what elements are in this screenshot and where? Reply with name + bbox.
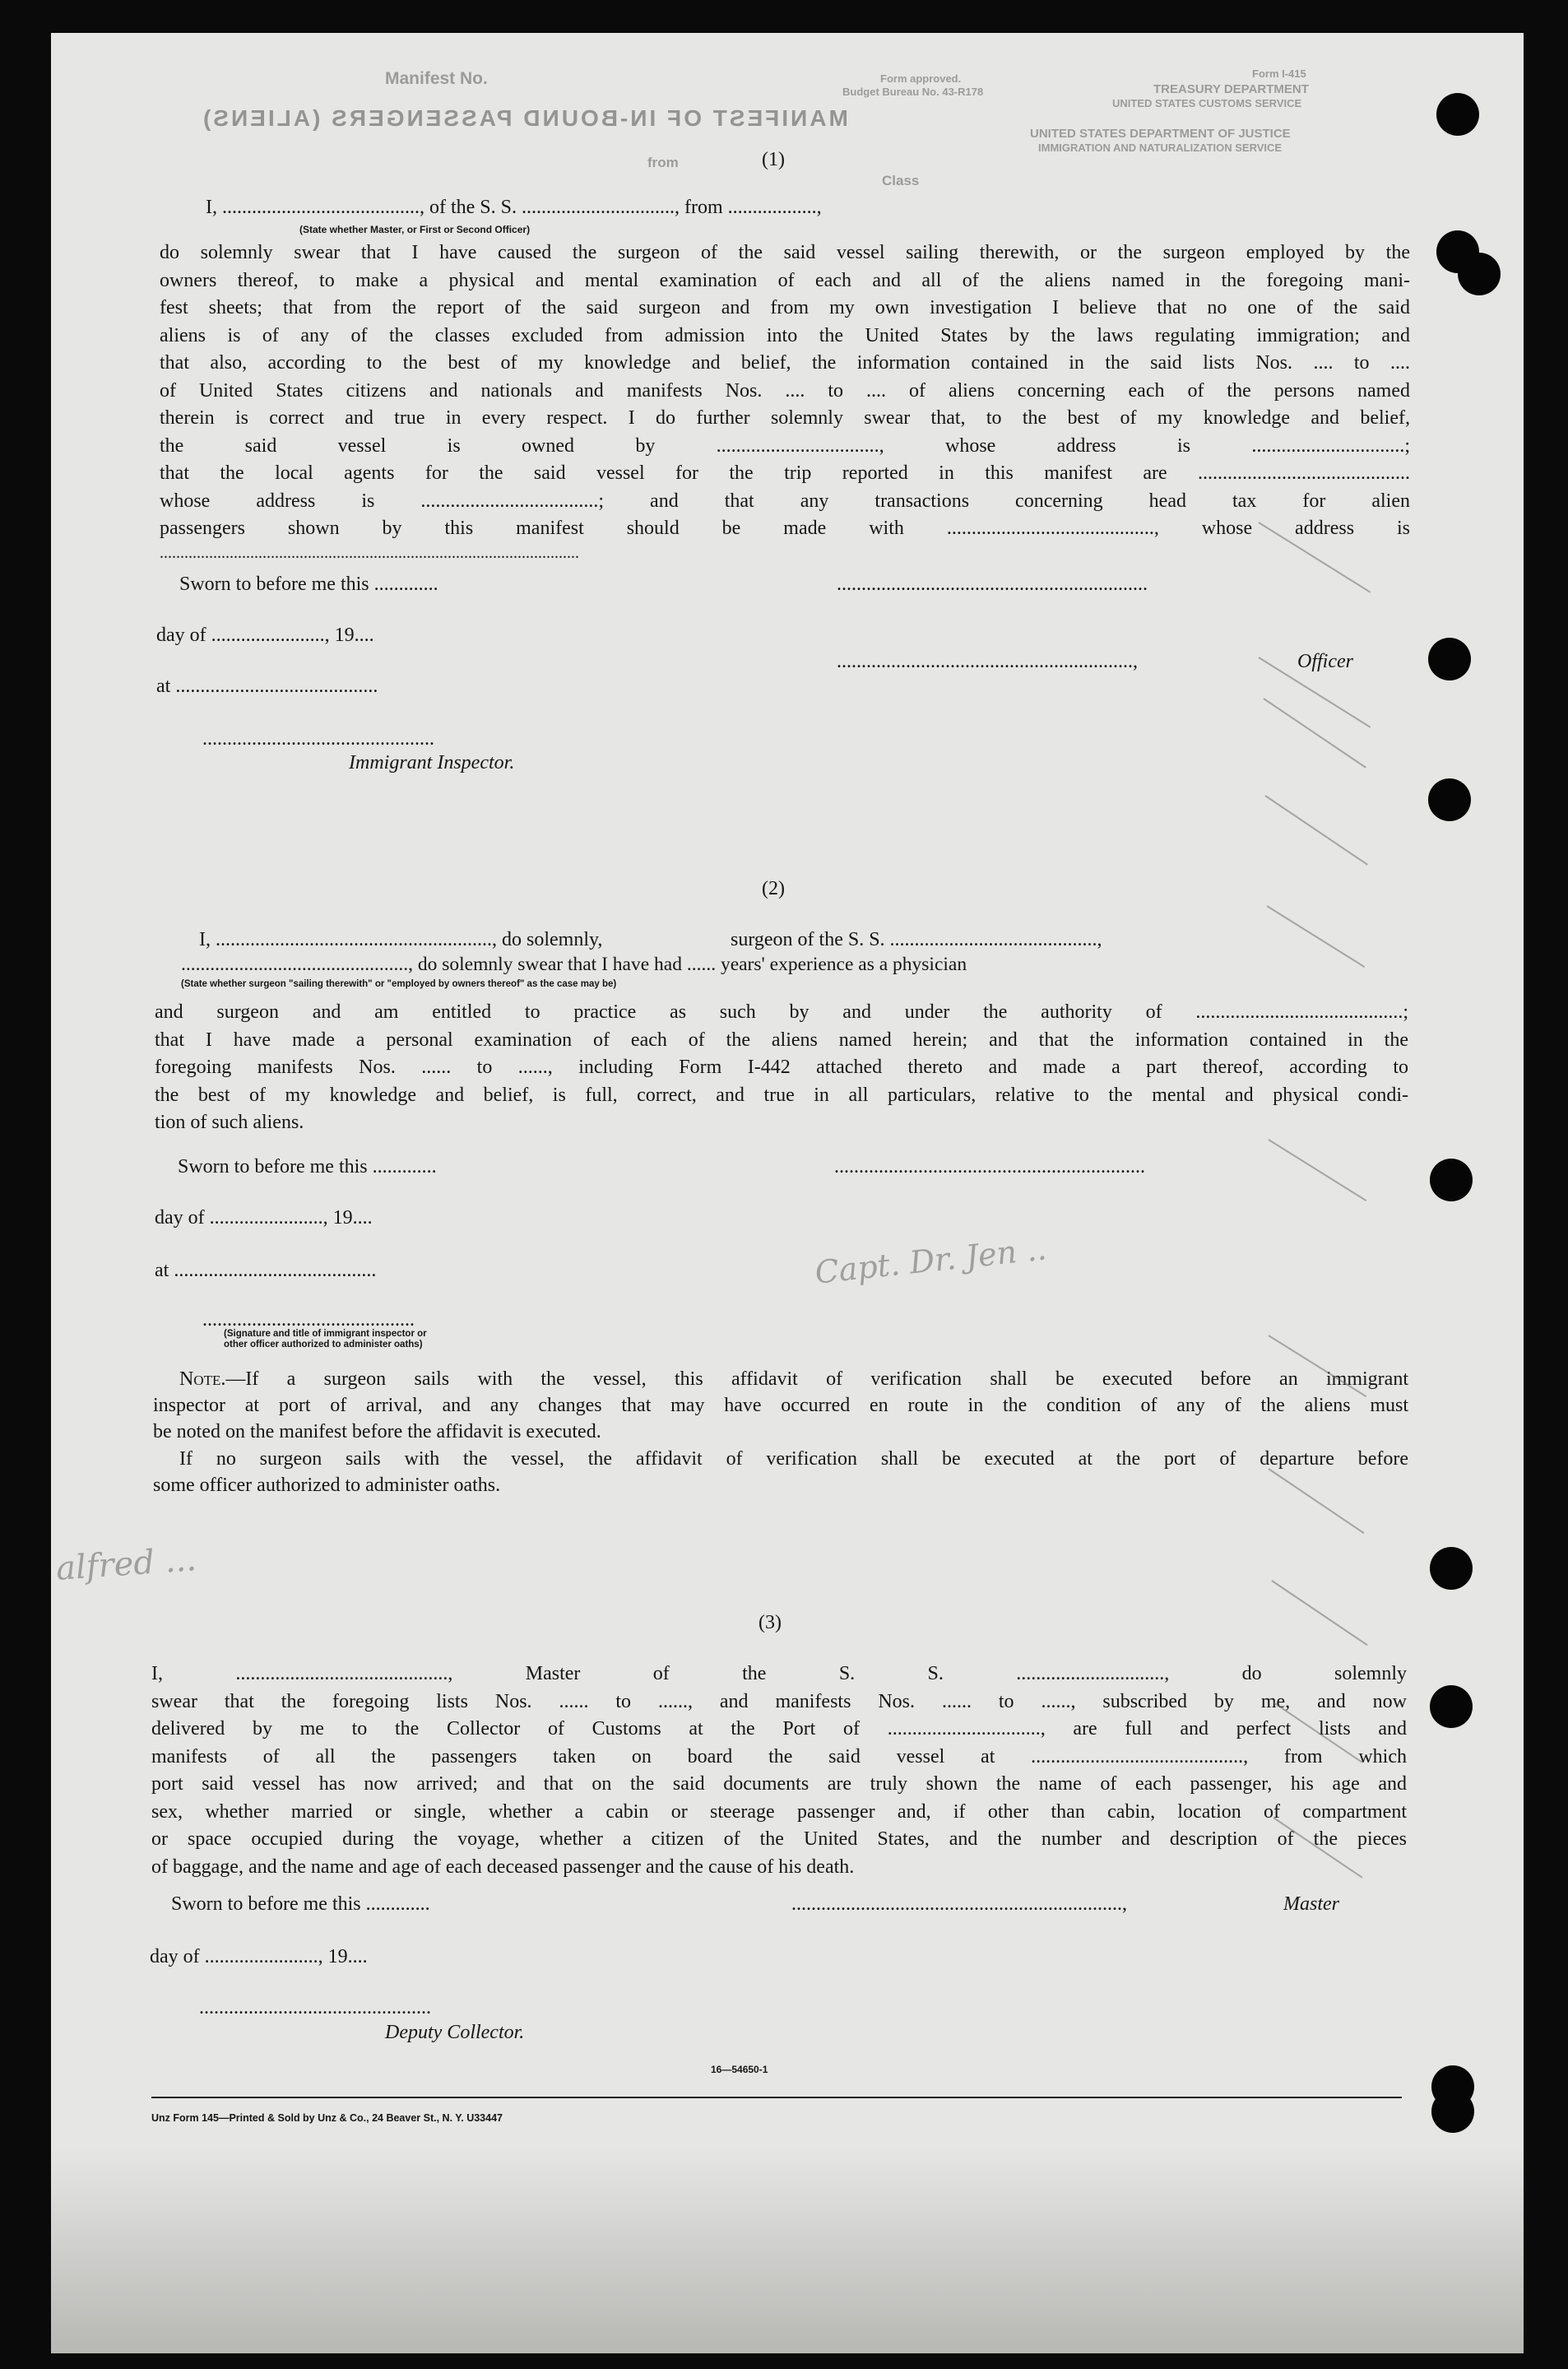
ghost-from: from: [647, 155, 679, 170]
s1-line-8: the said vessel is owned by ................................., whose address is ...............................;: [160, 434, 1410, 457]
s3-line-5: port said vessel has now arrived; and that on the said documents are truly shown the name of each passenger, his age and: [151, 1773, 1407, 1795]
punch-hole: [1428, 778, 1471, 821]
margin-stroke: [1264, 795, 1367, 866]
s1-sig-line: ...............................................: [202, 728, 434, 750]
form-code: 16—54650-1: [711, 2064, 768, 2075]
s2-sworn: Sworn to before me this .............: [178, 1156, 437, 1178]
s2-swear-line: ..............................................., do solemnly swear that I have had ...... years' experience as a physician: [181, 954, 967, 975]
s1-officer: Officer: [1297, 651, 1353, 672]
s3-line-3: delivered by me to the Collector of Customs at the Port of ..............................., are full and perfect lists and: [151, 1718, 1407, 1740]
s2-line-4: the best of my knowledge and belief, is full, correct, and true in all particulars, relative to the mental and physical condi-: [155, 1084, 1408, 1106]
s1-sworn: Sworn to before me this .............: [179, 574, 438, 595]
ghost-dept-1: TREASURY DEPARTMENT: [1153, 82, 1309, 96]
s2-note-2-line-1: If no surgeon sails with the vessel, the affidavit of verification shall be executed at the port of departure before: [179, 1448, 1408, 1470]
ghost-form-no: Form I-415: [1252, 67, 1306, 80]
s2-note-1-line-1: [153, 1366, 1408, 1392]
margin-stroke: [1268, 1139, 1366, 1201]
section-1-first-line: I, ........................................, of the S. S. ..............................., from ..................,: [206, 197, 822, 218]
s1-line-10: whose address is ....................................; and that any transactions concerning head tax for alien: [160, 490, 1410, 512]
s3-line-1: I, ..........................................., Master of the S. S. .............................., do solemnly: [151, 1663, 1407, 1684]
punch-hole: [1436, 93, 1479, 136]
s2-line-1: and surgeon and am entitled to practice as such by and under the authority of ..........................................;: [155, 1001, 1408, 1023]
s3-deputy-collector: Deputy Collector.: [385, 2022, 525, 2043]
surgeon-signature: Capt. Dr. Jen ..: [813, 1230, 1049, 1291]
s2-first-line-b: surgeon of the S. S. ..........................................,: [731, 929, 1102, 950]
s2-first-line-a: I, ........................................................, do solemnly,: [199, 929, 603, 950]
punch-hole: [1430, 1685, 1473, 1728]
ghost-budget: Budget Bureau No. 43-R178: [842, 86, 984, 98]
printer-line: Unz Form 145—Printed & Sold by Unz & Co., 24 Beaver St., N. Y. U33447: [151, 2112, 503, 2124]
section-2-number: (2): [762, 878, 785, 899]
s1-line-1: do solemnly swear that I have caused the surgeon of the said vessel sailing therewith, or the surgeon employed by the: [160, 242, 1410, 263]
margin-signature: alfred ...: [54, 1540, 198, 1588]
ghost-dept-2: UNITED STATES CUSTOMS SERVICE: [1112, 97, 1302, 109]
punch-hole: [1430, 1547, 1473, 1590]
note-label: Note.: [179, 1368, 226, 1390]
s2-sig-hint-1: (Signature and title of immigrant inspector or: [224, 1329, 427, 1339]
s2-note-2-line-2: some officer authorized to administer oaths.: [153, 1475, 501, 1496]
ghost-approved: Form approved.: [880, 72, 962, 85]
ghost-title: MANIFEST OF IN-BOUND PASSENGERS (ALIENS): [201, 105, 848, 131]
punch-hole: [1431, 2090, 1474, 2133]
s1-line-5: that also, according to the best of my knowledge and belief, the information contained in the said lists Nos. .... to ....: [160, 352, 1410, 374]
s2-line-3: foregoing manifests Nos. ...... to ......, including Form I-442 attached thereto and made a part thereof, according to: [155, 1057, 1408, 1078]
section-3-body: [151, 1661, 1407, 1881]
s1-line-3: fest sheets; that from the report of the said surgeon and from my own investigation I believe that no one of the said: [160, 297, 1410, 318]
s2-sig-hint: [224, 1329, 427, 1350]
s1-officer-line-1: ...............................................................: [837, 574, 1148, 595]
surgeon-hint: (State whether surgeon "sailing therewith" or "employed by owners thereof" as the case may be): [181, 979, 617, 989]
s2-sig-hint-2: other officer authorized to administer oaths): [224, 1340, 423, 1349]
s3-sig-line: ...............................................: [199, 1997, 431, 2018]
section-3-number: (3): [758, 1612, 782, 1633]
s3-line-2: swear that the foregoing lists Nos. ...... to ......, and manifests Nos. ...... to ......, subscribed by me, and now: [151, 1690, 1407, 1712]
s1-line-2: owners thereof, to make a physical and mental examination of each and all of the aliens named in the foregoing mani-: [160, 269, 1410, 291]
s1-line-6: of United States citizens and nationals and manifests Nos. .... to .... of aliens concerning each of the persons named: [160, 379, 1410, 402]
s2-note-1-line-2: inspector at port of arrival, and any changes that may have occurred en route in the condition of any of the aliens must: [153, 1395, 1408, 1416]
punch-hole: [1428, 638, 1471, 681]
s1-day-of: day of ......................., 19....: [156, 625, 374, 646]
s2-day-of: day of ......................., 19....: [155, 1207, 373, 1229]
s2-surgeon-line: ...............................................................: [834, 1156, 1145, 1178]
manifest-page: [51, 33, 1524, 2353]
s1-line-11: passengers shown by this manifest should be made with .........................................., whose address is: [160, 518, 1410, 539]
s1-line-4: aliens is of any of the classes excluded from admission into the United States by the laws regulating immigration; and: [160, 324, 1410, 346]
section-1-body: [160, 239, 1410, 563]
margin-stroke: [1263, 698, 1366, 769]
ghost-dept-4: IMMIGRATION AND NATURALIZATION SERVICE: [1038, 142, 1283, 154]
punch-hole: [1458, 253, 1501, 295]
s2-note-1: [153, 1366, 1408, 1445]
ghost-class: Class: [882, 173, 920, 188]
margin-stroke: [1271, 1580, 1367, 1646]
ghost-dept-3: UNITED STATES DEPARTMENT OF JUSTICE: [1030, 127, 1291, 141]
margin-stroke: [1266, 905, 1365, 968]
section-2-body: [155, 999, 1408, 1137]
s1-immigrant-inspector: Immigrant Inspector.: [349, 752, 515, 773]
s3-master: Master: [1283, 1893, 1339, 1915]
s2-note-2: [153, 1446, 1408, 1498]
note-1-text-1: —If a surgeon sails with the vessel, this affidavit of verification shall be executed before an immigrant: [225, 1368, 1408, 1390]
s2-line-5: tion of such aliens.: [155, 1112, 304, 1133]
s1-at: at .........................................: [156, 676, 378, 697]
s3-line-4: manifests of all the passengers taken on board the said vessel at ..........................................., from which: [151, 1745, 1407, 1767]
s1-officer-line-2: ............................................................,: [837, 651, 1138, 672]
section-1-number: (1): [762, 149, 785, 170]
punch-hole: [1430, 1159, 1473, 1201]
s3-line-6: sex, whether married or single, whether a cabin or steerage passenger and, if other than cabin, location of compartment: [151, 1800, 1407, 1823]
s1-line-9: that the local agents for the said vessel for the trip reported in this manifest are ...........................................: [160, 462, 1410, 484]
s3-sworn: Sworn to before me this .............: [171, 1893, 430, 1915]
footer-rule: [151, 2097, 1402, 2098]
s2-line-2: that I have made a personal examination of each of the aliens named herein; and that the information contained in the: [155, 1029, 1408, 1051]
s1-line-12: ......................................................................................................: [160, 543, 579, 562]
ghost-manifest-no: Manifest No.: [385, 69, 488, 88]
s3-day-of: day of ......................., 19....: [150, 1946, 368, 1967]
s2-at: at .........................................: [155, 1260, 377, 1281]
s2-sig-line: ...........................................: [202, 1309, 415, 1331]
officer-hint: (State whether Master, or First or Second Officer): [299, 224, 531, 235]
s1-line-7: therein is correct and true in every respect. I do further solemnly swear that, to the best of my knowledge and belief,: [160, 407, 1410, 429]
s2-note-1-line-3: be noted on the manifest before the affidavit is executed.: [153, 1421, 601, 1442]
s3-line-8: of baggage, and the name and age of each deceased passenger and the cause of his death.: [151, 1856, 855, 1878]
s3-master-line: ...................................................................,: [791, 1893, 1127, 1915]
s3-line-7: or space occupied during the voyage, whether a citizen of the United States, and the number and description of the pieces: [151, 1828, 1407, 1850]
